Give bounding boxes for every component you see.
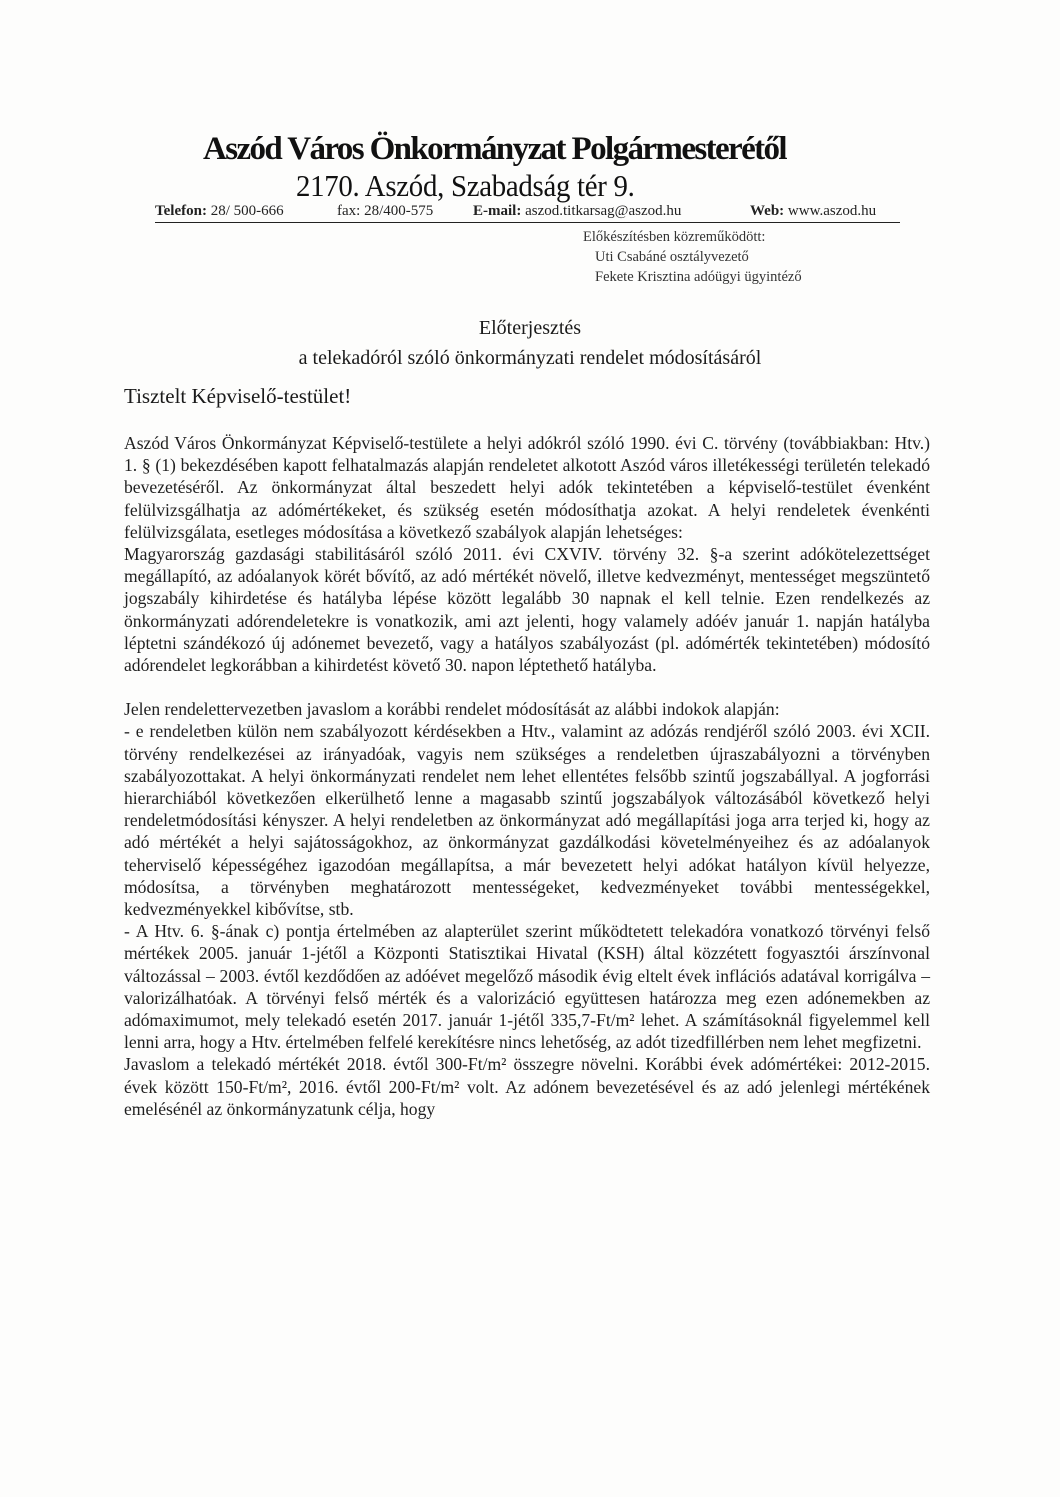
email-link[interactable]: aszod.titkarsag@aszod.hu xyxy=(525,203,682,219)
fax-value: 28/400-575 xyxy=(364,203,434,219)
document-body xyxy=(124,432,930,1120)
email-field xyxy=(473,203,681,220)
body-paragraph: Javaslom a telekadó mértékét 2018. évtől 300-Ft/m² összegre növelni. Korábbi évek adómértékei: 2012-2015. évek között 150-Ft/m², 2016. évtől 200-Ft/m² volt. Az adónem bevezetésével és az adó jelenlegi mértékének emelésénél az önkormányzatunk célja, hogy xyxy=(124,1054,930,1119)
web-field xyxy=(750,203,876,220)
preparer: Fekete Krisztina adóügyi ügyintéző xyxy=(595,269,802,285)
body-paragraph: - e rendeletben külön nem szabályozott kérdésekben a Htv., valamint az adózás rendjéről szóló 2003. évi XCII. törvény rendelkezései az irányadóak, vagyis nem szükséges a rendeletben újraszabályozni a törvényben szabályozottakat. A helyi önkormányzati rendelet nem lehet ellentétes felsőbb szintű jogszabállyal. A jogforrási hierarchiából következően elkerülhető lenne a magasabb szintű jogszabályok változásából következő helyi rendeletmódosítási kényszer. A helyi rendeletben az önkormányzat adó megállapítási joga arra terjed ki, hogy az adó mértékét a helyi sajátosságokhoz, az önkormányzat gazdálkodási követelményeihez és az adóalanyok teherviselő képességéhez igazodóan megállapítsa, a már bevezetett helyi adókat hatályon kívül helyezze, módosítsa, a törvényben meghatározott mentességeket, kedvezményeket további mentességekkel, kedvezményekkel kibővítse, stb. xyxy=(124,721,930,920)
phone-field xyxy=(155,203,284,220)
email-label: E-mail: xyxy=(473,203,522,219)
web-link[interactable]: www.aszod.hu xyxy=(787,203,877,219)
body-paragraph: Magyarország gazdasági stabilitásáról szóló 2011. évi CXVIV. törvény 32. §-a szerint adókötelezettséget megállapító, az adóalanyok körét bővítő, az adó mértékét növelő, illetve kedvezményt, mentességet megszüntető jogszabály kihirdetése és hatályba lépése között legalább 30 napnak el kell telnie. Ezen rendelkezés az önkormányzati adórendeletekre is vonatkozik, ami azt jelenti, hogy valamely adóév január 1. napján hatályba léptetni szándékozó új adónemet bevezető, vagy a hatályos szabályozást (pl. adómérték tekintetében) módosító adórendelet legkorábban a kihirdetést követő 30. napon léptethető hatályba. xyxy=(124,544,930,676)
letterhead-address: 2170. Aszód, Szabadság tér 9. xyxy=(296,168,635,203)
document-subtitle: a telekadóról szóló önkormányzati rendelet módosításáról xyxy=(298,347,762,369)
body-paragraph: Jelen rendelettervezetben javaslom a korábbi rendelet módosítását az alábbi indokok alapján: xyxy=(124,699,780,720)
web-label: Web: xyxy=(750,203,785,219)
preparation-credits xyxy=(583,227,802,287)
fax-field xyxy=(337,203,433,220)
letterhead-contact-line xyxy=(155,203,900,223)
body-paragraph: Aszód Város Önkormányzat Képviselő-testülete a helyi adókról szóló 1990. évi C. törvény (továbbiakban: Htv.) 1. § (1) bekezdésében kapott felhatalmazás alapján rendeletet alkotott Aszód város illetékességi területén telekadó bevezetéséről. Az önkormányzat által beszedett helyi adók tekintetében a képviselő-testület évenként felülvizsgálhatja az adómértékeket, és szükség esetén módosíthatja azokat. A helyi rendeletek évenkénti felülvizsgálata, esetleges módosítása a következő szabályok alapján lehetséges: xyxy=(124,433,930,542)
preparer: Uti Csabáné osztályvezető xyxy=(595,249,749,265)
phone-value: 28/ 500-666 xyxy=(210,203,284,219)
preparation-heading: Előkészítésben közreműködött: xyxy=(583,229,766,245)
fax-label: fax: xyxy=(337,203,361,219)
salutation: Tisztelt Képviselő-testület! xyxy=(124,384,352,408)
document-title: Előterjesztés xyxy=(478,317,582,339)
body-paragraph: - A Htv. 6. §-ának c) pontja értelmében az alapterület szerint működtetett telekadóra vonatkozó törvényi felső mértékek 2005. január 1-jétől a Központi Statisztikai Hivatal (KSH) által közzétett fogyasztói árszínvonal változással – 2003. évtől kezdődően az adóévet megelőző második évig eltelt évek inflációs adatával korrigálva – valorizálhatóak. A törvényi felső mérték és a valorizáció együttesen határozza meg ezen adónemekben az adómaximumot, mely telekadó esetén 2017. január 1-jétől 335,7-Ft/m² lehet. A számításoknál figyelemmel kell lenni arra, hogy a Htv. értelmében felfelé kerekítésre nincs lehetőség, az adót tizedfillérben nem lehet megfizetni. xyxy=(124,921,930,1053)
phone-label: Telefon: xyxy=(155,203,207,219)
document-heading xyxy=(110,313,950,373)
letterhead-title: Aszód Város Önkormányzat Polgármesterétől xyxy=(203,131,786,167)
